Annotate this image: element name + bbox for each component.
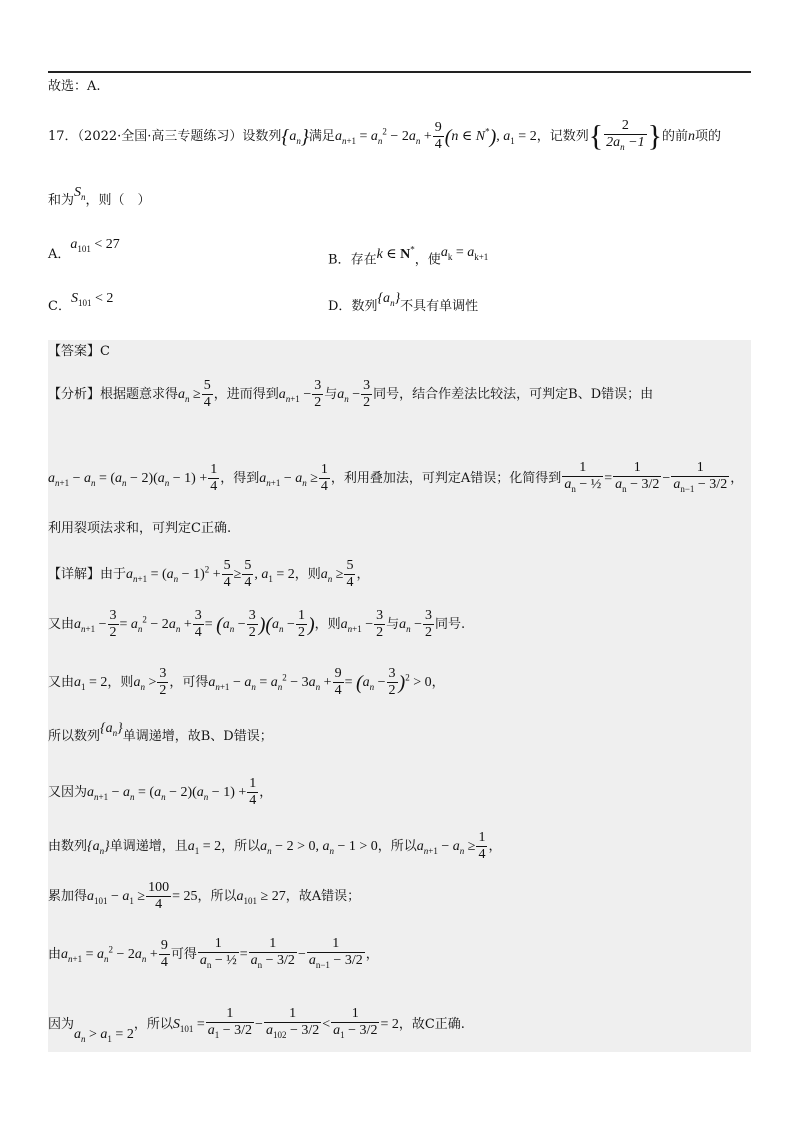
detail-line4: 所以数列$\{a_n\}$单调递增，故B、D错误； <box>48 721 273 744</box>
detail-line2: 又由$a_{n+1}$ − $\frac{3}{2}$ = $a_n^2 - 2a_n$ + $\frac{3}{4}$ = ($a_n$ − $\frac{3}{2}$ )($a_n$ − $\frac{1}{2}$ )，则$a_{n+1}$ − $\frac{3}{2}$ 与$a_n$ − $\frac{3}{2}$ 同号. <box>48 608 466 640</box>
header-rule <box>48 71 751 73</box>
detail-line9: 因为$a_n > a_1 = 2$，所以$S_{101}$ = $\frac{1}{a_1 - 3/2}$ − $\frac{1}{a_{102} - 3/2}$ < $\frac{1}{a_1 - 3/2}$ = 2，故C正确. <box>48 1006 465 1044</box>
option-b[interactable]: B．存在k ∈ N*，使$a_k = a_{k+1}$ <box>328 244 489 268</box>
option-c[interactable]: C．$S_{101} < 2$ <box>48 291 114 314</box>
analysis-line2: $a_{n+1} - a_n = (a_n - 2)(a_n - 1)$ + $\frac{1}{4}$ ，得到$a_{n+1} - a_n$ ≥ $\frac{1}{4}$ ，利用叠加法，可判定A错误；化简得到 $\frac{1}{a_n - \frac{1}{2}}$ = $\frac{1}{a_n - 3/2}$ − $\frac{1}{a_{n-1} - 3/2}$ ， <box>48 460 743 497</box>
option-d[interactable]: D．数列$\{a_n\}$不具有单调性 <box>328 291 479 314</box>
option-a[interactable]: A．$a_{101} < 27$ <box>48 237 120 262</box>
detail-line8: 由$a_{n+1} = a_n^2 - 2a_n$ + $\frac{9}{4}$ 可得 $\frac{1}{a_n - \frac{1}{2}}$ = $\frac{1}{a_n - 3/2}$ − $\frac{1}{a_{n-1} - 3/2}$ ， <box>48 936 379 973</box>
analysis-line1: 【分析】根据题意求得$a_n$ ≥ $\frac{5}{4}$ ，进而得到$a_{n+1}$ − $\frac{3}{2}$ 与$a_n$ − $\frac{3}{2}$ 同号，结合作差法比较法，可判定B、D错误；由 <box>48 378 654 410</box>
detail-line3: 又由$a_1 = 2$，则$a_n$ > $\frac{3}{2}$ ，可得$a_{n+1} - a_n = a_n^2 - 3a_n$ + $\frac{9}{4}$ = ($a_n$ − $\frac{3}{2}$ )$^2$ > 0， <box>48 666 445 698</box>
detail-line7: 累加得$a_{101} - a_1$ ≥ $\frac{100}{4}$ = 25，所以$a_{101} \ge 27$，故A错误； <box>48 880 361 912</box>
detail-line5: 又因为$a_{n+1} - a_n = (a_n - 2)(a_n - 1)$ + $\frac{1}{4}$ ， <box>48 776 273 808</box>
answer-line: 【答案】C <box>48 344 110 359</box>
detail-line1: 【详解】由于$a_{n+1} = (a_n - 1)^2$ + $\frac{5}{4}$ ≥ $\frac{5}{4}$ , $a_1 = 2$，则$a_n$ ≥ $\frac{5}{4}$ ， <box>48 558 370 590</box>
question-stem-line1: 17．（2022·全国·高三专题练习）设数列$\{a_n\}$满足$a_{n+1} = a_n^2 - 2a_n$ + $\frac{9}{4}$ (n ∈ N*), $a_1 = 2$，记数列{ $\frac{2}{2a_n -1}$ }的前n项的 <box>48 118 721 155</box>
analysis-line3: 利用裂项法求和，可判定C正确. <box>48 521 232 536</box>
previous-answer: 故选：A. <box>48 79 101 94</box>
detail-line6: 由数列$\{a_n\}$单调递增，且$a_1 = 2$，所以$a_n - 2 > 0$, $a_n - 1 > 0$，所以$a_{n+1} - a_n$ ≥ $\frac{1}{4}$ ， <box>48 830 502 862</box>
question-stem-line2: 和为$S_n$，则（ ） <box>48 185 151 208</box>
